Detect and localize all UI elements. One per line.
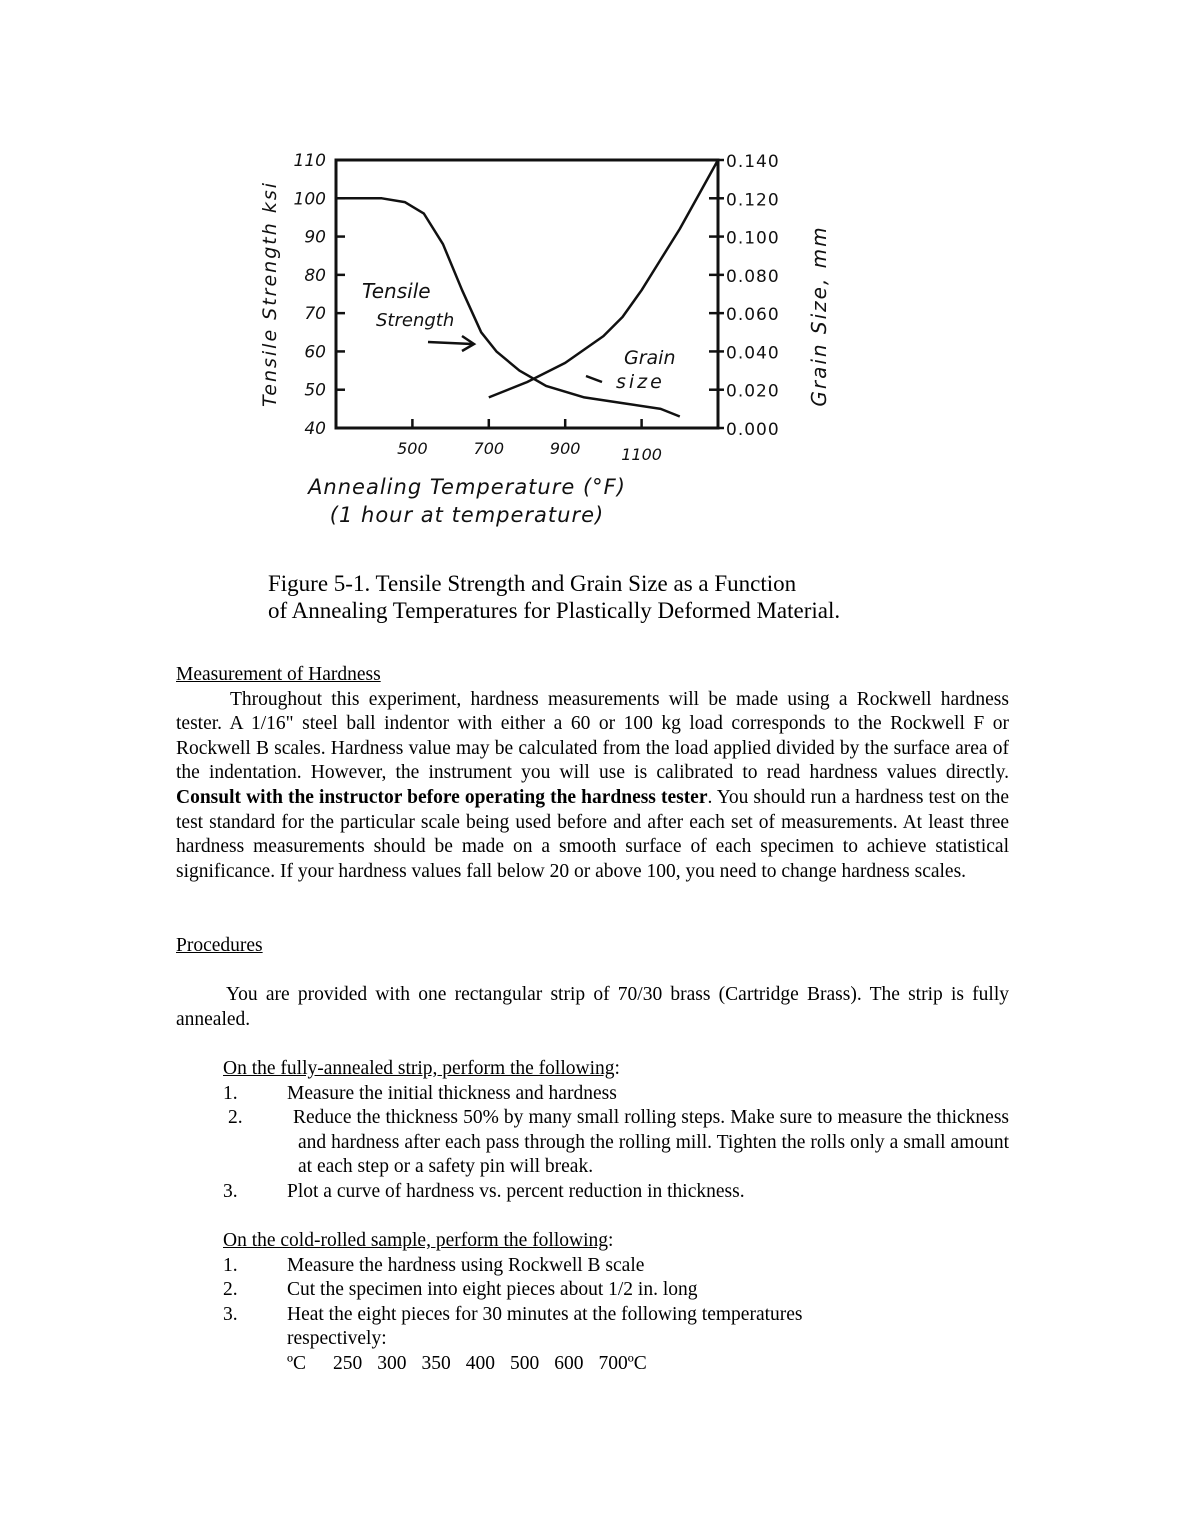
y-tick-label: 60 <box>304 342 326 363</box>
annealed-heading: On the fully-annealed strip, perform the following <box>223 1058 615 1079</box>
y-tick-label: 40 <box>304 419 326 439</box>
figure-caption-line-1: Figure 5-1. Tensile Strength and Grain Size as a Function <box>268 571 797 596</box>
hardness-paragraph <box>176 688 1009 885</box>
step-text: Measure the initial thickness and hardness <box>287 1082 617 1104</box>
figure-caption-line-2: of Annealing Temperatures for Plastically Deformed Material. <box>268 598 841 623</box>
y2-tick-label: 0.040 <box>726 343 780 364</box>
x-axis-title: Annealing Temperature (°F) <box>308 475 626 499</box>
y2-tick-label: 0.120 <box>726 190 780 211</box>
y2-tick-label: 0.060 <box>726 305 780 326</box>
step-number: 3. <box>223 1303 238 1325</box>
grain-label-line-1: Grain <box>624 347 676 369</box>
grain-label-pointer <box>586 376 602 382</box>
tensile-label-line-2: Strength <box>376 310 455 331</box>
hardness-section <box>176 663 1009 884</box>
list-item <box>223 1180 1009 1205</box>
hardness-text-1: Throughout this experiment, hardness measurements will be made using a Rockwell hardness tester. A 1/16" steel ball indentor with either a 60 or 100 kg load corresponds to the Rockwell F or Rockwell B scales. Hardness value may be calculated from the load applied divided by the surface area of the indentation. However, the instrument you will use is calibrated to read hardness values directly. <box>176 688 1009 784</box>
x-axis-subtitle: (1 hour at temperature) <box>329 503 605 527</box>
y-tick-label: 100 <box>293 189 326 210</box>
temperature-value: 600 <box>554 1352 584 1374</box>
step-number: 1. <box>223 1082 238 1104</box>
y2-tick-label: 0.080 <box>726 266 780 287</box>
y-axis-title: Tensile Strength ksi <box>259 180 281 408</box>
cold-rolled-heading: On the cold-rolled sample, perform the following <box>223 1230 609 1251</box>
tensile-label-line-1: Tensile <box>362 279 431 303</box>
y-tick-label: 90 <box>304 227 326 248</box>
x-tick-label: 700 <box>473 439 505 458</box>
y2-tick-label: 0.140 <box>726 152 780 172</box>
y-tick-label: 80 <box>304 265 326 286</box>
step-text: Reduce the thickness 50% by many small rolling steps. Make sure to measure the thickness and hardness after each pass through the rolling mill. Tighten the rolls only a small amount at each step or a safety pin will break. <box>293 1107 1009 1178</box>
x-tick-label: 1100 <box>621 445 662 464</box>
x-tick-label: 500 <box>397 439 428 458</box>
y2-axis-title: Grain Size, mm <box>807 225 831 407</box>
step-text: Measure the hardness using Rockwell B scale <box>287 1254 645 1276</box>
y2-tick-label: 0.000 <box>726 420 780 440</box>
temperature-values <box>333 1352 662 1377</box>
temperature-value: 700ºC <box>598 1352 647 1374</box>
cold-rolled-block: On the cold-rolled sample, perform the following: 1. Measure the hardness using Rockwell B scale 2. Cut the specimen into eight pieces about 1/2 in. long 3. Heat the eight pieces for 30 minutes at the following temperatures respectively: ºC 250 300 350 400 500 600 700ºC <box>223 1229 1009 1377</box>
tensile-label-arrow <box>428 342 472 344</box>
procedures-heading-block <box>176 934 1009 959</box>
temperature-list <box>223 1352 1009 1377</box>
step-text: Plot a curve of hardness vs. percent reduction in thickness. <box>287 1180 745 1202</box>
grain-label-line-2: size <box>616 371 665 393</box>
step-number: 1. <box>223 1254 238 1276</box>
temperature-value: 400 <box>465 1352 495 1374</box>
chart-plot-area <box>259 151 831 527</box>
list-item <box>223 1303 1009 1352</box>
list-item <box>223 1106 1009 1180</box>
step-number: 2. <box>228 1107 243 1129</box>
step-number: 2. <box>223 1279 238 1301</box>
hardness-heading: Measurement of Hardness <box>176 664 381 685</box>
procedures-intro: You are provided with one rectangular strip of 70/30 brass (Cartridge Brass). The strip is fully annealed. <box>176 984 1009 1030</box>
x-tick-label: 900 <box>549 439 581 458</box>
y-tick-label: 70 <box>304 304 326 325</box>
temperature-value: 350 <box>421 1352 451 1374</box>
step-text: Cut the specimen into eight pieces about 1/2 in. long <box>287 1279 698 1301</box>
y-tick-label: 50 <box>304 380 326 401</box>
temperature-value: 500 <box>510 1352 540 1374</box>
annealing-chart <box>240 130 860 550</box>
list-item <box>223 1082 1009 1107</box>
step-text: Heat the eight pieces for 30 minutes at the following temperatures respectively: <box>287 1303 803 1350</box>
temperature-value: 300 <box>377 1352 407 1374</box>
step-number: 3. <box>223 1180 238 1202</box>
temperature-unit: ºC <box>287 1352 307 1374</box>
hardness-text-2: . You should run a hardness test on the test standard for the particular scale being used before and after each set of measurements. At least three hardness measurements should be made on a smooth surface of each specimen to achieve statistical significance. If your hardness values fall below 20 or above 100, you need to change hardness scales. <box>176 786 1009 882</box>
y2-tick-label: 0.020 <box>726 381 780 402</box>
temperature-value: 250 <box>333 1352 363 1374</box>
procedures-heading: Procedures <box>176 935 263 956</box>
list-item <box>223 1254 1009 1279</box>
grain-size-line <box>489 160 718 397</box>
hardness-warning: Consult with the instructor before operating the hardness tester <box>176 786 708 808</box>
annealed-block: On the fully-annealed strip, perform the following: 1. Measure the initial thickness and hardness 2. Reduce the thickness 50% by many small rolling steps. Make sure to measure the thickness and hardness after each pass through the rolling mill. Tighten the rolls only a small amount at each step or a safety pin will break. 3. Plot a curve of hardness vs. percent reduction in thickness. <box>223 1057 1009 1205</box>
list-item <box>223 1278 1009 1303</box>
y-tick-label: 110 <box>293 151 326 171</box>
figure-caption <box>268 570 948 624</box>
y2-tick-label: 0.100 <box>726 228 780 249</box>
